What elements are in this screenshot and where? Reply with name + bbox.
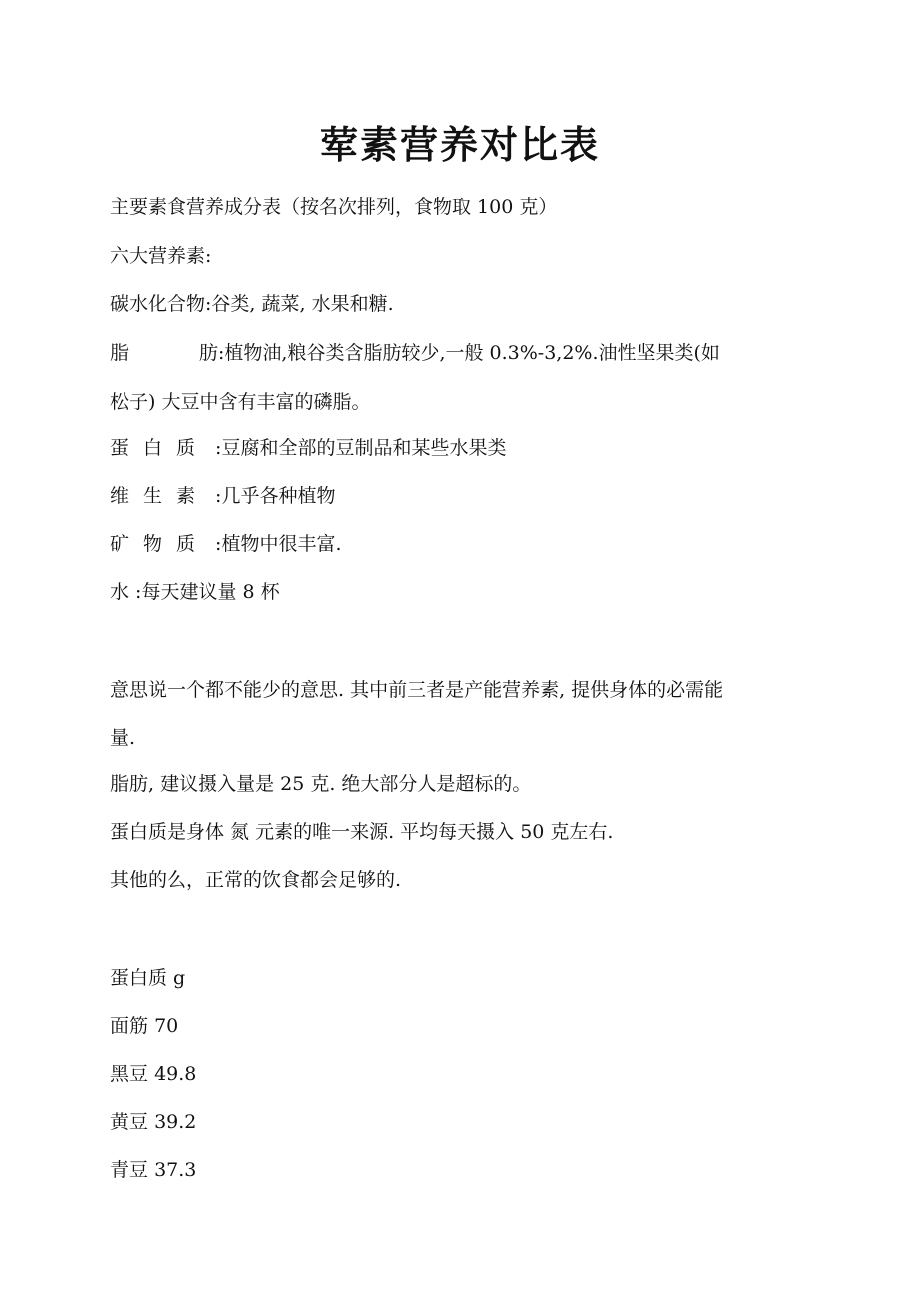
mineral-text: :植物中很丰富.	[209, 533, 342, 555]
document-title: 荤素营养对比表	[319, 122, 600, 167]
protein-item	[110, 1108, 820, 1136]
protein-item-value: 70	[154, 1015, 179, 1037]
protein-table-heading: 蛋白质 g	[110, 967, 186, 989]
protein-item-value: 37.3	[154, 1159, 197, 1181]
fat-label	[110, 339, 218, 367]
protein-item	[110, 1060, 820, 1088]
protein-item	[110, 1012, 820, 1040]
fat-label-first: 脂	[110, 342, 130, 364]
intro-line: 主要素食营养成分表（按名次排列，食物取 100 克）	[110, 196, 558, 218]
fat-line-continued: 松子) 大豆中含有丰富的磷脂。	[110, 391, 371, 413]
protein-label: 蛋白质	[110, 437, 210, 459]
carbs-text: :谷类, 蔬菜, 水果和糖.	[205, 293, 394, 315]
protein-item-name: 黑豆	[110, 1063, 149, 1085]
paragraph-line-4: 蛋白质是身体 氮 元素的唯一来源. 平均每天摄入 50 克左右.	[110, 821, 614, 843]
mineral-label: 矿物质	[110, 533, 210, 555]
protein-item-value: 39.2	[154, 1111, 197, 1133]
carbs-label: 碳水化合物	[110, 293, 206, 315]
fat-line	[110, 339, 820, 367]
protein-item-name: 青豆	[110, 1159, 149, 1181]
paragraph-line-3: 脂肪, 建议摄入量是 25 克. 绝大部分人是超标的。	[110, 773, 532, 795]
water-text: :每天建议量 8 杯	[129, 581, 280, 603]
carbs-line	[110, 290, 820, 318]
six-nutrients-heading: 六大营养素:	[110, 245, 212, 267]
protein-item-value: 49.8	[154, 1063, 197, 1085]
protein-item-name: 面筋	[110, 1015, 149, 1037]
paragraph-line-1: 意思说一个都不能少的意思. 其中前三者是产能营养素, 提供身体的必需能	[110, 679, 724, 701]
protein-text: :豆腐和全部的豆制品和某些水果类	[209, 437, 507, 459]
vitamin-label: 维生素	[110, 485, 210, 507]
fat-label-second: 肪	[198, 342, 218, 364]
mineral-line	[110, 530, 820, 558]
water-line	[110, 578, 820, 606]
fat-text: :植物油,粮谷类含脂肪较少,一般 0.3%-3,2%.油性坚果类(如	[218, 342, 720, 364]
protein-item	[110, 1156, 820, 1184]
vitamin-line	[110, 482, 820, 510]
vitamin-text: :几乎各种植物	[209, 485, 336, 507]
protein-item-name: 黄豆	[110, 1111, 149, 1133]
water-label: 水	[110, 581, 130, 603]
protein-line	[110, 434, 820, 462]
paragraph-line-2: 量.	[110, 727, 136, 749]
paragraph-line-5: 其他的么，正常的饮食都会足够的.	[110, 869, 402, 891]
